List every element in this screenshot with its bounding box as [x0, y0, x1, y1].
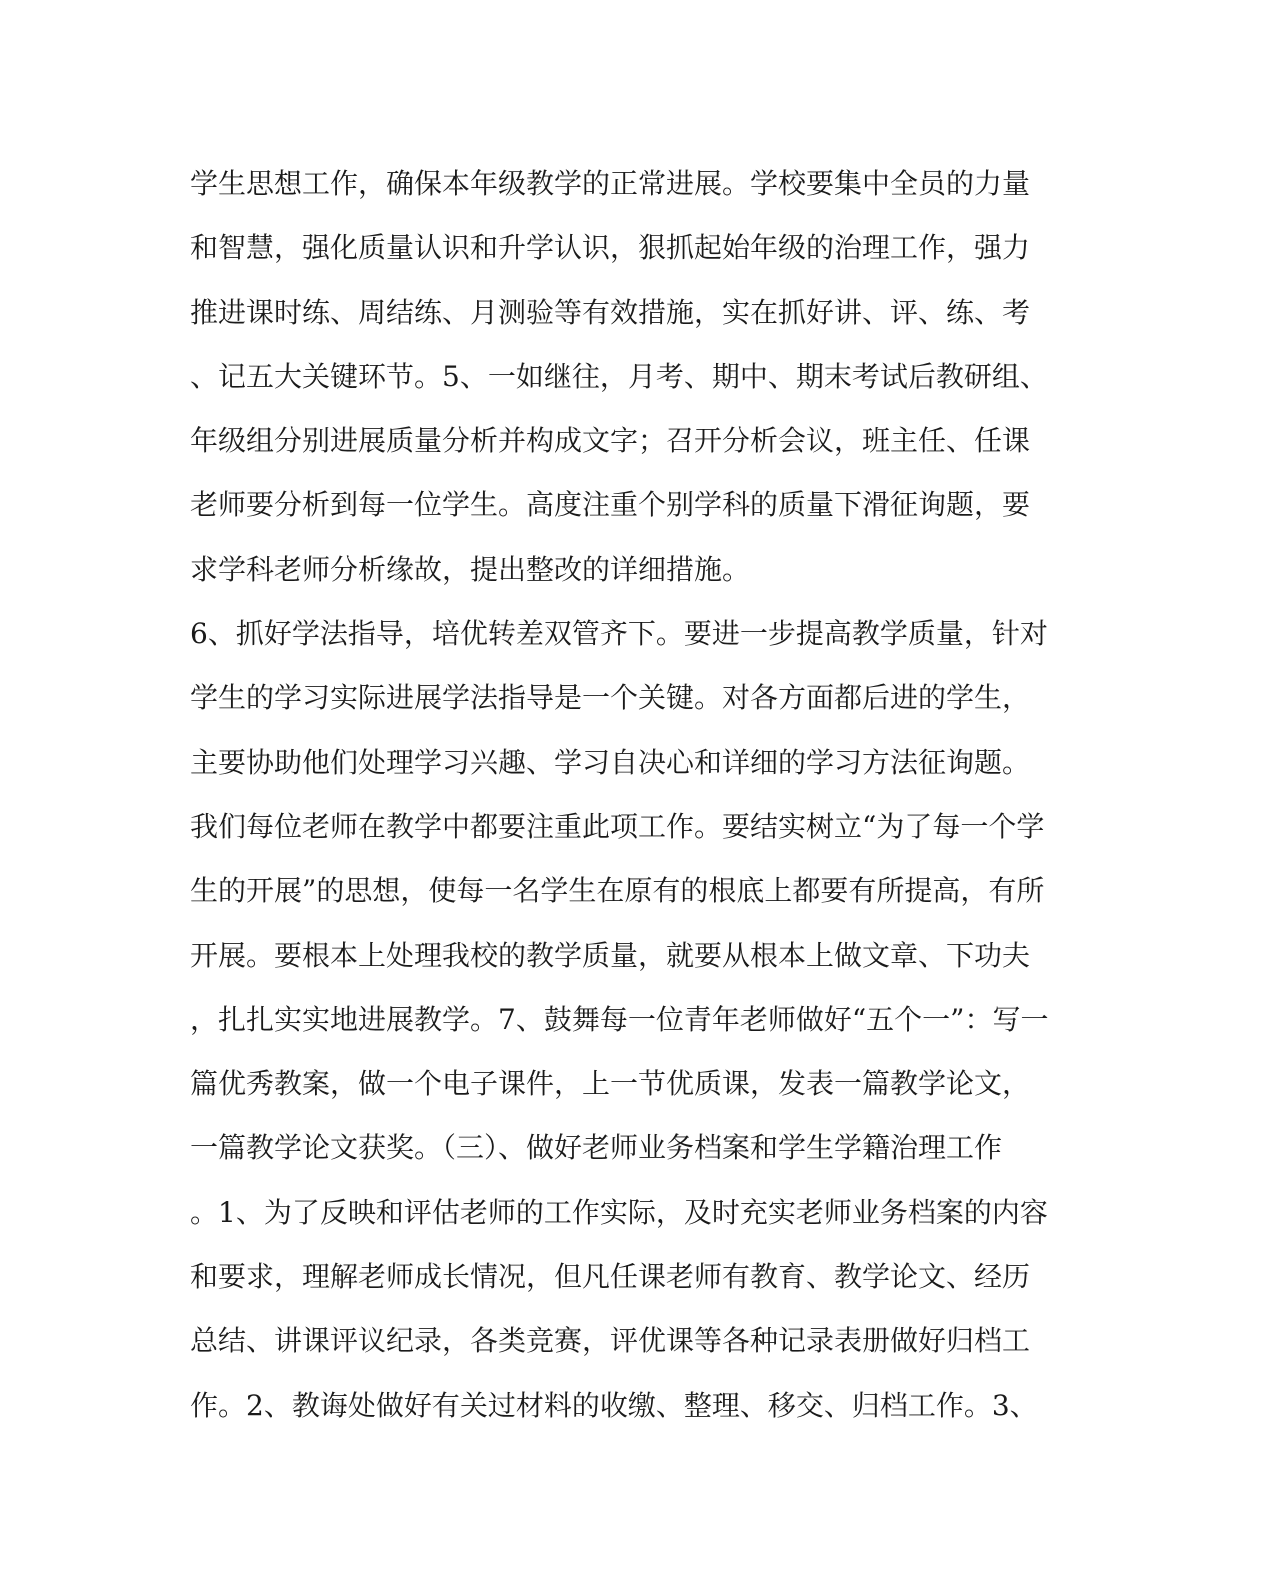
text-line-5: 年级组分别进展质量分析并构成文字；召开分析会议，班主任、任课 [190, 424, 1031, 458]
text-line-10: 主要协助他们处理学习兴趣、学习自决心和详细的学习方法征询题。 [190, 745, 1031, 779]
body-text [190, 152, 1070, 1438]
text-line-12: 生的开展”的思想，使每一名学生在原有的根底上都要有所提高，有所 [190, 874, 1045, 908]
text-line-7: 求学科老师分析缘故，提出整改的详细措施。 [190, 552, 751, 586]
text-line-11: 我们每位老师在教学中都要注重此项工作。要结实树立“为了每一个学 [190, 809, 1045, 843]
text-line-3: 推进课时练、周结练、月测验等有效措施，实在抓好讲、评、练、考 [190, 295, 1031, 329]
text-line-1: 学生思想工作，确保本年级教学的正常进展。学校要集中全员的力量 [190, 167, 1031, 200]
text-line-6: 老师要分析到每一位学生。高度注重个别学科的质量下滑征询题，要 [190, 488, 1031, 522]
text-line-16: 一篇教学论文获奖。（三）、做好老师业务档案和学生学籍治理工作 [190, 1131, 1003, 1165]
text-line-17: 。1、为了反映和评估老师的工作实际，及时充实老师业务档案的内容 [190, 1195, 1048, 1229]
text-line-18: 和要求，理解老师成长情况，但凡任课老师有教育、教学论文、经历 [190, 1260, 1031, 1294]
text-line-19: 总结、讲课评议纪录，各类竞赛，评优课等各种记录表册做好归档工 [190, 1324, 1031, 1358]
text-line-20: 作。2、教诲处做好有关过材料的收缴、整理、移交、归档工作。3、 [190, 1388, 1038, 1422]
text-line-8: 6、抓好学法指导，培优转差双管齐下。要进一步提高教学质量，针对 [190, 617, 1048, 651]
text-line-13: 开展。要根本上处理我校的教学质量，就要从根本上做文章、下功夫 [190, 938, 1031, 972]
text-line-9: 学生的学习实际进展学法指导是一个关键。对各方面都后进的学生， [190, 681, 1031, 715]
text-line-14: ，扎扎实实地进展教学。7、鼓舞每一位青年老师做好“五个一”：写一 [190, 1002, 1049, 1036]
text-line-15: 篇优秀教案，做一个电子课件，上一节优质课，发表一篇教学论文， [190, 1067, 1031, 1101]
text-line-4: 、记五大关键环节。5、一如继往，月考、期中、期末考试后教研组、 [190, 359, 1048, 393]
text-line-2: 和智慧，强化质量认识和升学认识，狠抓起始年级的治理工作，强力 [190, 231, 1031, 265]
